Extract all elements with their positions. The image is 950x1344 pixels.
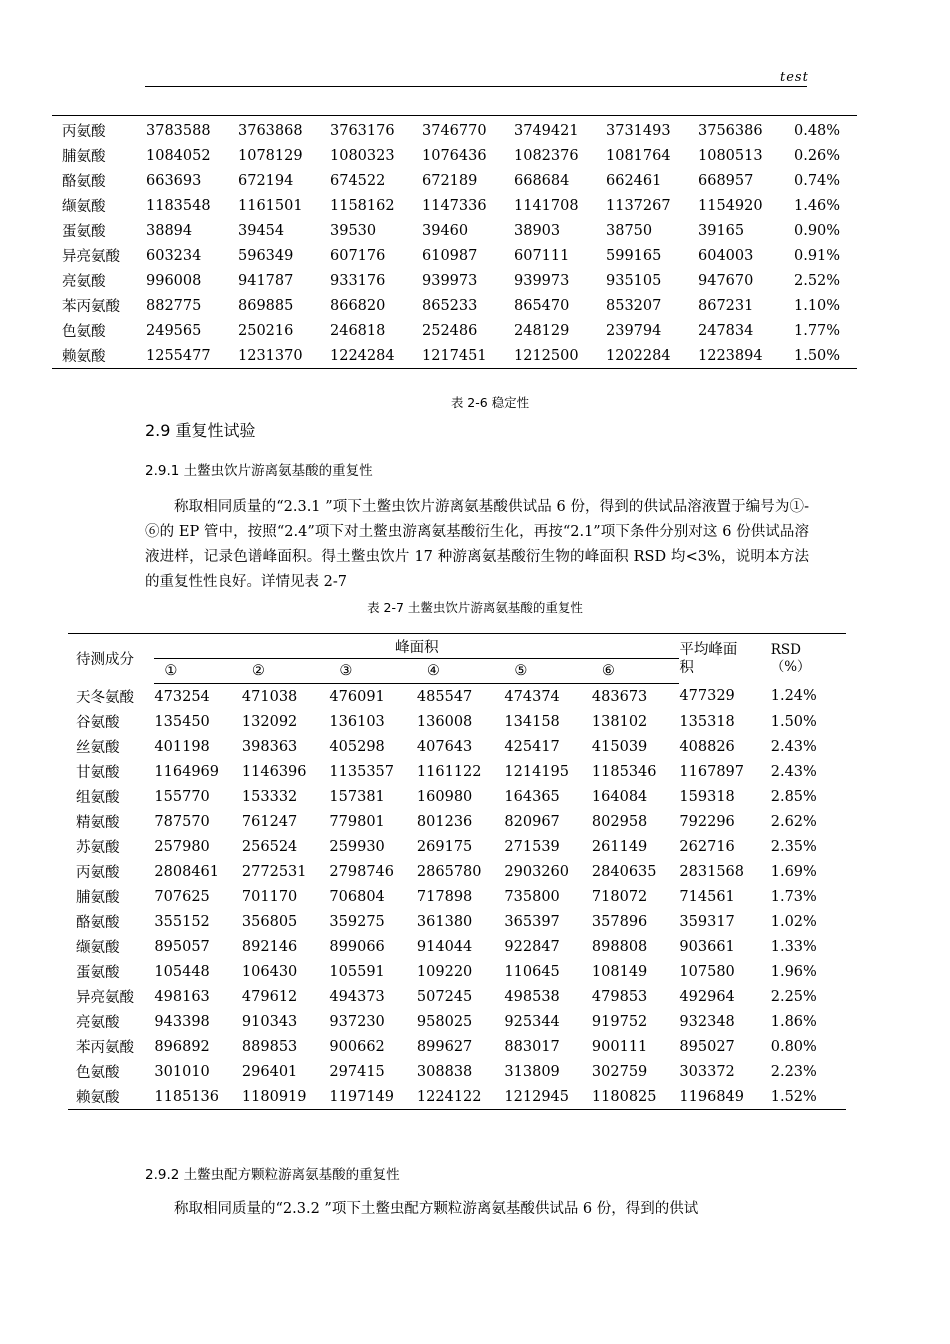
average-cell: 792296 bbox=[679, 813, 735, 830]
value-cell: 717898 bbox=[416, 888, 473, 905]
value-cell: 919752 bbox=[591, 1013, 648, 1030]
value-cell: 136103 bbox=[329, 713, 385, 730]
header-rule bbox=[145, 86, 807, 87]
rsd-cell: 1.73% bbox=[770, 888, 817, 905]
value-cell: 889853 bbox=[241, 1038, 298, 1055]
table-row bbox=[68, 984, 846, 1009]
component-cell: 酪氨酸 bbox=[76, 915, 120, 931]
rsd-cell: 2.62% bbox=[770, 813, 817, 830]
value-cell: 110645 bbox=[504, 963, 560, 980]
component-cell: 亮氨酸 bbox=[76, 1015, 120, 1031]
table-row bbox=[68, 934, 846, 959]
value-cell: 895057 bbox=[154, 938, 210, 955]
value-cell: 1224284 bbox=[330, 347, 395, 364]
section-2-9-2-heading: 2.9.2 土鳖虫配方颗粒游离氨基酸的重复性 bbox=[145, 1167, 400, 1183]
table-row bbox=[52, 293, 857, 318]
value-cell: 3731493 bbox=[606, 122, 671, 139]
value-cell: 407643 bbox=[416, 738, 473, 755]
value-cell: 247834 bbox=[698, 322, 754, 339]
value-cell: 1147336 bbox=[422, 197, 487, 214]
value-cell: 779801 bbox=[329, 813, 385, 830]
rsd-cell: 2.52% bbox=[794, 272, 841, 289]
value-cell: 301010 bbox=[154, 1063, 210, 1080]
value-cell: 1080323 bbox=[330, 147, 395, 164]
column-header-sample-5: ⑤ bbox=[504, 659, 592, 684]
value-cell: 599165 bbox=[606, 247, 662, 264]
value-cell: 248129 bbox=[514, 322, 570, 339]
value-cell: 922847 bbox=[504, 938, 560, 955]
rsd-cell: 1.10% bbox=[794, 297, 841, 314]
value-cell: 39530 bbox=[330, 222, 377, 239]
table-row bbox=[68, 684, 846, 710]
value-cell: 610987 bbox=[422, 247, 478, 264]
average-cell: 408826 bbox=[679, 738, 735, 755]
column-header-sample-6: ⑥ bbox=[592, 659, 680, 684]
value-cell: 1217451 bbox=[422, 347, 487, 364]
value-cell: 108149 bbox=[591, 963, 648, 980]
value-cell: 271539 bbox=[504, 838, 560, 855]
value-cell: 2798746 bbox=[329, 863, 394, 880]
value-cell: 136008 bbox=[416, 713, 473, 730]
average-cell: 492964 bbox=[679, 988, 735, 1005]
table-row bbox=[68, 709, 846, 734]
component-cell: 谷氨酸 bbox=[76, 715, 120, 731]
value-cell: 707625 bbox=[154, 888, 210, 905]
table-row bbox=[52, 218, 857, 243]
table-row bbox=[68, 734, 846, 759]
component-cell: 组氨酸 bbox=[76, 790, 120, 806]
value-cell: 155770 bbox=[154, 788, 210, 805]
average-cell: 303372 bbox=[679, 1063, 735, 1080]
value-cell: 485547 bbox=[416, 688, 473, 705]
value-cell: 896892 bbox=[154, 1038, 210, 1055]
column-header-sample-3: ③ bbox=[329, 659, 417, 684]
value-cell: 106430 bbox=[241, 963, 298, 980]
value-cell: 1084052 bbox=[146, 147, 211, 164]
value-cell: 607111 bbox=[514, 247, 570, 264]
value-cell: 1080513 bbox=[698, 147, 763, 164]
rsd-cell: 2.43% bbox=[770, 738, 817, 755]
average-cell: 932348 bbox=[679, 1013, 735, 1030]
component-cell: 缬氨酸 bbox=[62, 199, 106, 215]
average-cell: 2831568 bbox=[679, 863, 744, 880]
value-cell: 361380 bbox=[416, 913, 473, 930]
rsd-cell: 2.23% bbox=[770, 1063, 817, 1080]
value-cell: 261149 bbox=[591, 838, 648, 855]
component-cell: 异亮氨酸 bbox=[62, 249, 120, 265]
value-cell: 269175 bbox=[416, 838, 473, 855]
component-cell: 脯氨酸 bbox=[76, 890, 120, 906]
value-cell: 252486 bbox=[422, 322, 478, 339]
value-cell: 38750 bbox=[606, 222, 653, 239]
value-cell: 1137267 bbox=[606, 197, 671, 214]
value-cell: 1202284 bbox=[606, 347, 671, 364]
rsd-cell: 1.02% bbox=[770, 913, 817, 930]
table-row bbox=[52, 343, 857, 369]
component-cell: 缬氨酸 bbox=[76, 940, 120, 956]
value-cell: 2865780 bbox=[416, 863, 482, 880]
section-2-9-heading: 2.9 重复性试验 bbox=[145, 421, 256, 440]
value-cell: 1212500 bbox=[514, 347, 579, 364]
value-cell: 39454 bbox=[238, 222, 285, 239]
value-cell: 401198 bbox=[154, 738, 210, 755]
value-cell: 899066 bbox=[329, 938, 385, 955]
component-cell: 天冬氨酸 bbox=[76, 689, 134, 706]
table-row bbox=[68, 784, 846, 809]
value-cell: 900662 bbox=[329, 1038, 385, 1055]
rsd-cell: 2.35% bbox=[770, 838, 817, 855]
table-row bbox=[68, 909, 846, 934]
value-cell: 296401 bbox=[241, 1063, 298, 1080]
table-row bbox=[68, 1034, 846, 1059]
component-cell: 丝氨酸 bbox=[76, 740, 120, 756]
value-cell: 398363 bbox=[241, 738, 298, 755]
value-cell: 256524 bbox=[241, 838, 298, 855]
component-cell: 苏氨酸 bbox=[76, 840, 120, 856]
value-cell: 853207 bbox=[606, 297, 662, 314]
value-cell: 1164969 bbox=[154, 763, 219, 780]
component-cell: 苯丙氨酸 bbox=[76, 1040, 134, 1056]
value-cell: 471038 bbox=[241, 688, 298, 705]
rsd-cell: 0.80% bbox=[770, 1038, 817, 1055]
table-row bbox=[52, 243, 857, 268]
column-header-sample-2: ② bbox=[242, 659, 330, 684]
value-cell: 939973 bbox=[514, 272, 570, 289]
value-cell: 355152 bbox=[154, 913, 210, 930]
value-cell: 153332 bbox=[241, 788, 298, 805]
value-cell: 1158162 bbox=[330, 197, 395, 214]
rsd-header-line2: （%） bbox=[770, 658, 811, 675]
column-header-sample-4: ④ bbox=[417, 659, 505, 684]
value-cell: 297415 bbox=[329, 1063, 385, 1080]
rsd-cell: 2.25% bbox=[770, 988, 817, 1005]
table-row bbox=[52, 143, 857, 168]
value-cell: 1255477 bbox=[146, 347, 211, 364]
table-row bbox=[68, 1084, 846, 1110]
value-cell: 1146396 bbox=[241, 763, 307, 780]
value-cell: 134158 bbox=[504, 713, 560, 730]
value-cell: 3756386 bbox=[698, 122, 763, 139]
average-cell: 262716 bbox=[679, 838, 735, 855]
value-cell: 662461 bbox=[606, 172, 662, 189]
value-cell: 1161501 bbox=[238, 197, 303, 214]
value-cell: 483673 bbox=[591, 688, 648, 705]
value-cell: 937230 bbox=[329, 1013, 385, 1030]
component-cell: 色氨酸 bbox=[76, 1065, 120, 1081]
rsd-cell: 1.24% bbox=[770, 688, 817, 705]
rsd-cell: 1.46% bbox=[794, 197, 841, 214]
value-cell: 109220 bbox=[416, 963, 473, 980]
component-cell: 酪氨酸 bbox=[62, 174, 106, 190]
component-cell: 色氨酸 bbox=[62, 324, 106, 340]
section-2-9-2-paragraph bbox=[145, 1197, 809, 1222]
value-cell: 164365 bbox=[504, 788, 560, 805]
value-cell: 507245 bbox=[416, 988, 473, 1005]
value-cell: 603234 bbox=[146, 247, 202, 264]
rsd-cell: 1.50% bbox=[794, 347, 841, 364]
value-cell: 668957 bbox=[698, 172, 754, 189]
average-cell: 359317 bbox=[679, 913, 735, 930]
average-cell: 903661 bbox=[679, 938, 735, 955]
value-cell: 899627 bbox=[416, 1038, 473, 1055]
table-row bbox=[52, 318, 857, 343]
value-cell: 1214195 bbox=[504, 763, 569, 780]
value-cell: 1076436 bbox=[422, 147, 487, 164]
value-cell: 3763868 bbox=[238, 122, 303, 139]
component-cell: 赖氨酸 bbox=[76, 1090, 120, 1106]
value-cell: 663693 bbox=[146, 172, 202, 189]
value-cell: 38903 bbox=[514, 222, 561, 239]
value-cell: 3749421 bbox=[514, 122, 579, 139]
value-cell: 39165 bbox=[698, 222, 745, 239]
value-cell: 160980 bbox=[416, 788, 473, 805]
average-cell: 477329 bbox=[679, 688, 735, 705]
rsd-cell: 2.85% bbox=[770, 788, 817, 805]
value-cell: 865470 bbox=[514, 297, 570, 314]
rsd-cell: 1.86% bbox=[770, 1013, 817, 1030]
value-cell: 947670 bbox=[698, 272, 754, 289]
value-cell: 1197149 bbox=[329, 1088, 394, 1105]
component-cell: 蛋氨酸 bbox=[62, 224, 106, 240]
value-cell: 596349 bbox=[238, 247, 294, 264]
value-cell: 672194 bbox=[238, 172, 294, 189]
rsd-cell: 1.50% bbox=[770, 713, 817, 730]
component-cell: 异亮氨酸 bbox=[76, 990, 134, 1006]
value-cell: 865233 bbox=[422, 297, 478, 314]
value-cell: 132092 bbox=[241, 713, 298, 730]
component-cell: 赖氨酸 bbox=[62, 349, 106, 365]
rsd-cell: 0.26% bbox=[794, 147, 841, 164]
value-cell: 249565 bbox=[146, 322, 202, 339]
value-cell: 1180825 bbox=[591, 1088, 657, 1105]
rsd-cell: 0.90% bbox=[794, 222, 841, 239]
value-cell: 672189 bbox=[422, 172, 478, 189]
value-cell: 105591 bbox=[329, 963, 385, 980]
value-cell: 761247 bbox=[241, 813, 298, 830]
column-header-rsd bbox=[767, 634, 846, 684]
rsd-cell: 0.48% bbox=[794, 122, 841, 139]
value-cell: 474374 bbox=[504, 688, 560, 705]
repeatability-table bbox=[68, 633, 846, 1110]
value-cell: 706804 bbox=[329, 888, 385, 905]
value-cell: 2840635 bbox=[591, 863, 657, 880]
value-cell: 1223894 bbox=[698, 347, 763, 364]
value-cell: 425417 bbox=[504, 738, 560, 755]
value-cell: 415039 bbox=[591, 738, 648, 755]
value-cell: 914044 bbox=[416, 938, 473, 955]
value-cell: 405298 bbox=[329, 738, 385, 755]
stability-table-continued bbox=[52, 115, 857, 369]
value-cell: 494373 bbox=[329, 988, 385, 1005]
column-header-peak-area: 峰面积 bbox=[154, 634, 679, 659]
component-cell: 苯丙氨酸 bbox=[62, 299, 120, 315]
value-cell: 1231370 bbox=[238, 347, 303, 364]
value-cell: 135450 bbox=[154, 713, 210, 730]
table-row bbox=[52, 193, 857, 218]
value-cell: 996008 bbox=[146, 272, 202, 289]
value-cell: 1212945 bbox=[504, 1088, 569, 1105]
component-cell: 亮氨酸 bbox=[62, 274, 106, 290]
value-cell: 313809 bbox=[504, 1063, 560, 1080]
value-cell: 674522 bbox=[330, 172, 386, 189]
component-cell: 甘氨酸 bbox=[76, 765, 120, 781]
value-cell: 935105 bbox=[606, 272, 662, 289]
value-cell: 1185136 bbox=[154, 1088, 219, 1105]
value-cell: 718072 bbox=[591, 888, 648, 905]
rsd-header-line1: RSD bbox=[770, 641, 801, 658]
value-cell: 925344 bbox=[504, 1013, 560, 1030]
value-cell: 1082376 bbox=[514, 147, 579, 164]
rsd-cell: 1.52% bbox=[770, 1088, 817, 1105]
average-cell: 714561 bbox=[679, 888, 735, 905]
table-row bbox=[68, 1009, 846, 1034]
average-cell: 895027 bbox=[679, 1038, 735, 1055]
rsd-cell: 1.69% bbox=[770, 863, 817, 880]
section-2-9-1-heading: 2.9.1 土鳖虫饮片游离氨基酸的重复性 bbox=[145, 463, 373, 479]
table-row bbox=[52, 268, 857, 293]
table-2-6-caption: 表 2-6 稳定性 bbox=[450, 395, 530, 410]
value-cell: 1078129 bbox=[238, 147, 303, 164]
value-cell: 2903260 bbox=[504, 863, 569, 880]
average-cell: 135318 bbox=[679, 713, 735, 730]
value-cell: 1135357 bbox=[329, 763, 394, 780]
average-header-text: 平均峰面积 bbox=[679, 641, 738, 676]
value-cell: 164084 bbox=[591, 788, 648, 805]
average-cell: 159318 bbox=[679, 788, 735, 805]
value-cell: 1183548 bbox=[146, 197, 211, 214]
value-cell: 604003 bbox=[698, 247, 754, 264]
component-cell: 脯氨酸 bbox=[62, 149, 106, 165]
component-cell: 丙氨酸 bbox=[76, 865, 120, 881]
value-cell: 250216 bbox=[238, 322, 294, 339]
column-header-average bbox=[679, 634, 766, 684]
value-cell: 958025 bbox=[416, 1013, 473, 1030]
value-cell: 1224122 bbox=[416, 1088, 482, 1105]
table-row bbox=[68, 1059, 846, 1084]
component-cell: 丙氨酸 bbox=[62, 124, 106, 140]
value-cell: 866820 bbox=[330, 297, 386, 314]
column-header-component: 待测成分 bbox=[76, 652, 134, 669]
rsd-cell: 1.96% bbox=[770, 963, 817, 980]
value-cell: 3763176 bbox=[330, 122, 395, 139]
value-cell: 498163 bbox=[154, 988, 210, 1005]
value-cell: 479853 bbox=[591, 988, 648, 1005]
value-cell: 1081764 bbox=[606, 147, 671, 164]
value-cell: 259930 bbox=[329, 838, 385, 855]
table-row bbox=[68, 859, 846, 884]
average-cell: 1167897 bbox=[679, 763, 744, 780]
value-cell: 882775 bbox=[146, 297, 202, 314]
table-row bbox=[68, 759, 846, 784]
value-cell: 479612 bbox=[241, 988, 298, 1005]
value-cell: 498538 bbox=[504, 988, 560, 1005]
value-cell: 2808461 bbox=[154, 863, 219, 880]
value-cell: 898808 bbox=[591, 938, 648, 955]
section-2-9-1-paragraph bbox=[145, 495, 809, 595]
value-cell: 900111 bbox=[591, 1038, 648, 1055]
value-cell: 867231 bbox=[698, 297, 754, 314]
component-cell: 蛋氨酸 bbox=[76, 965, 120, 981]
value-cell: 476091 bbox=[329, 688, 385, 705]
value-cell: 939973 bbox=[422, 272, 478, 289]
value-cell: 1185346 bbox=[591, 763, 657, 780]
value-cell: 1141708 bbox=[514, 197, 579, 214]
value-cell: 883017 bbox=[504, 1038, 560, 1055]
value-cell: 869885 bbox=[238, 297, 294, 314]
value-cell: 39460 bbox=[422, 222, 469, 239]
value-cell: 607176 bbox=[330, 247, 386, 264]
paragraph-text: 称取相同质量的“2.3.2 ”项下土鳖虫配方颗粒游离氨基酸供试品 6 份，得到的供试 bbox=[174, 1201, 699, 1217]
table-2-7-caption: 表 2-7 土鳖虫饮片游离氨基酸的重复性 bbox=[367, 600, 583, 615]
value-cell: 801236 bbox=[416, 813, 473, 830]
value-cell: 787570 bbox=[154, 813, 210, 830]
value-cell: 357896 bbox=[591, 913, 648, 930]
rsd-cell: 0.74% bbox=[794, 172, 841, 189]
paragraph-text: 称取相同质量的“2.3.1 ”项下土鳖虫饮片游离氨基酸供试品 6 份，得到的供试品溶液置于编号为①-⑥的 EP 管中，按照“2.4”项下对土鳖虫游离氨基酸衍生化，再按“2.1”项下条件分别对这 6 份供试品溶液进样，记录色谱峰面积。得土鳖虫饮片 17 种游离氨基酸衍生物的峰面积 RSD 均<3%，说明本方法的重复性性良好。详情见表 2-7 bbox=[145, 499, 809, 590]
value-cell: 735800 bbox=[504, 888, 560, 905]
rsd-cell: 1.33% bbox=[770, 938, 817, 955]
value-cell: 941787 bbox=[238, 272, 294, 289]
value-cell: 820967 bbox=[504, 813, 560, 830]
value-cell: 365397 bbox=[504, 913, 560, 930]
table-row bbox=[52, 168, 857, 193]
value-cell: 943398 bbox=[154, 1013, 210, 1030]
value-cell: 933176 bbox=[330, 272, 386, 289]
value-cell: 1180919 bbox=[241, 1088, 307, 1105]
table-row bbox=[68, 809, 846, 834]
value-cell: 1154920 bbox=[698, 197, 763, 214]
average-cell: 107580 bbox=[679, 963, 735, 980]
value-cell: 668684 bbox=[514, 172, 570, 189]
value-cell: 246818 bbox=[330, 322, 386, 339]
value-cell: 308838 bbox=[416, 1063, 473, 1080]
value-cell: 138102 bbox=[591, 713, 648, 730]
table-row bbox=[68, 884, 846, 909]
component-cell: 精氨酸 bbox=[76, 815, 120, 831]
value-cell: 910343 bbox=[241, 1013, 298, 1030]
table-row bbox=[52, 116, 857, 144]
value-cell: 1161122 bbox=[416, 763, 482, 780]
value-cell: 3783588 bbox=[146, 122, 211, 139]
value-cell: 359275 bbox=[329, 913, 385, 930]
value-cell: 257980 bbox=[154, 838, 210, 855]
value-cell: 2772531 bbox=[241, 863, 307, 880]
rsd-cell: 2.43% bbox=[770, 763, 817, 780]
value-cell: 302759 bbox=[591, 1063, 648, 1080]
table-row bbox=[68, 959, 846, 984]
rsd-cell: 0.91% bbox=[794, 247, 841, 264]
running-header: test bbox=[780, 70, 809, 85]
value-cell: 38894 bbox=[146, 222, 193, 239]
value-cell: 105448 bbox=[154, 963, 210, 980]
rsd-cell: 1.77% bbox=[794, 322, 841, 339]
value-cell: 802958 bbox=[591, 813, 648, 830]
value-cell: 356805 bbox=[241, 913, 298, 930]
column-header-sample-1: ① bbox=[154, 659, 242, 684]
table-row bbox=[68, 834, 846, 859]
value-cell: 892146 bbox=[241, 938, 298, 955]
value-cell: 3746770 bbox=[422, 122, 487, 139]
average-cell: 1196849 bbox=[679, 1088, 744, 1105]
value-cell: 157381 bbox=[329, 788, 385, 805]
value-cell: 239794 bbox=[606, 322, 662, 339]
value-cell: 701170 bbox=[241, 888, 298, 905]
value-cell: 473254 bbox=[154, 688, 210, 705]
